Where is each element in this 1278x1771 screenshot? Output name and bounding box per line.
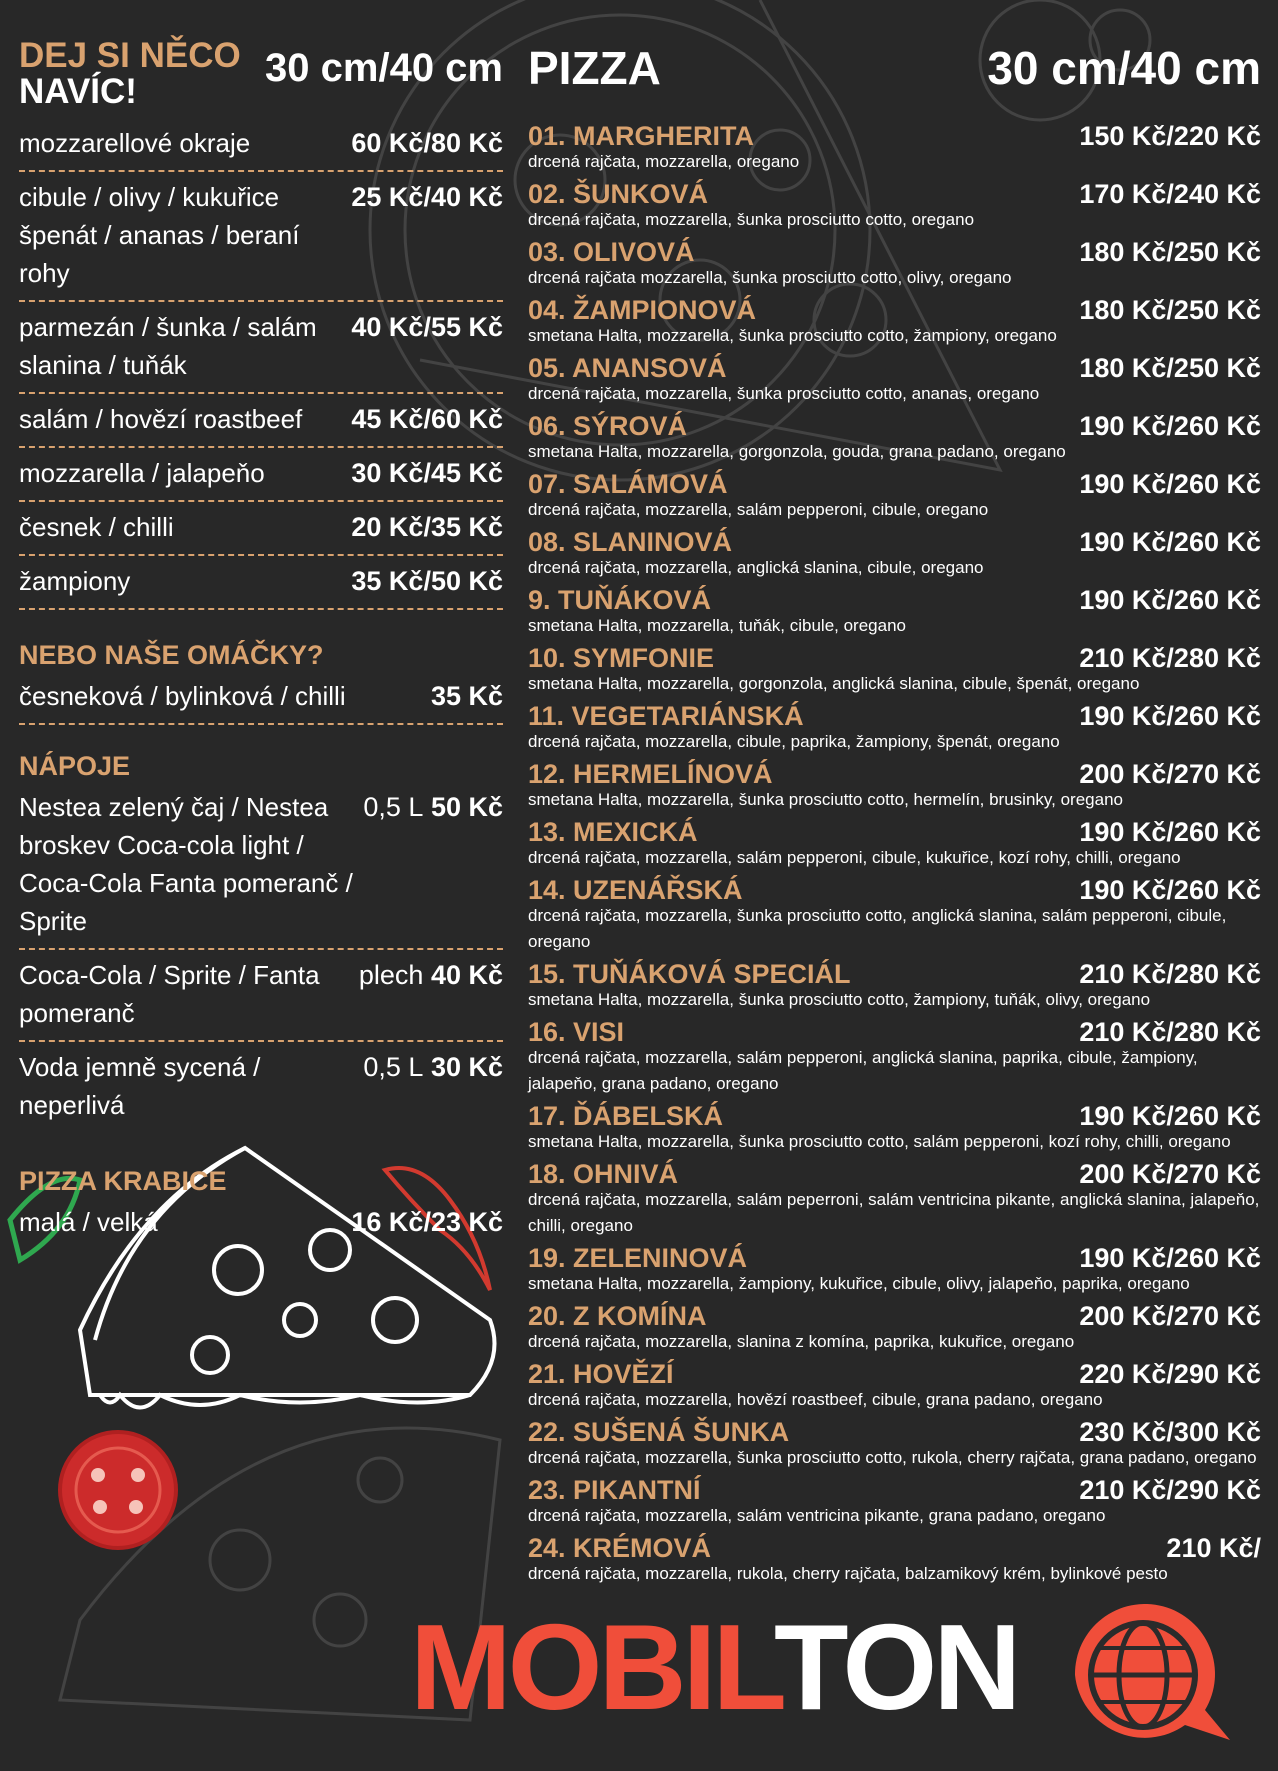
pizza-item-price: 220 Kč/290 Kč: [1079, 1359, 1261, 1389]
pizza-item-name: 21. HOVĚZÍ: [528, 1359, 674, 1389]
pizza-item: [528, 1358, 1261, 1413]
pizza-item-description: drcená rajčata, mozzarella, cibule, paprika, žampiony, špenát, oregano: [528, 732, 1060, 751]
pizza-item-name: 08. SLANINOVÁ: [528, 527, 733, 557]
pizza-item-name: 11. VEGETARIÁNSKÁ: [528, 701, 804, 731]
pizza-item-price: 190 Kč/260 Kč: [1079, 527, 1261, 557]
drinks-row-amount: 30 Kč: [430, 1052, 503, 1082]
extras-heading-line1: DEJ SI NĚCO: [19, 36, 241, 75]
pizza-item-description: drcená rajčata, mozzarella, šunka prosciutto cotto, oregano: [528, 210, 975, 229]
drinks-row: [19, 782, 503, 950]
pizza-item-name: 20. Z KOMÍNA: [528, 1301, 707, 1331]
extras-row-price: 45 Kč/60 Kč: [351, 404, 503, 434]
watermark-part2: TON: [774, 1599, 1018, 1735]
pizza-item-description: drcená rajčata, mozzarella, rukola, cherry rajčata, balzamikový krém, bylinkové pesto: [528, 1564, 1168, 1583]
extras-row: [19, 448, 503, 502]
right-column: [528, 40, 1261, 1590]
pizza-item-description: drcená rajčata, mozzarella, šunka prosciutto cotto, ananas, oregano: [528, 384, 1040, 403]
box-row-name: malá / velká: [19, 1207, 158, 1237]
drinks-row-name: Nestea zelený čaj / Nestea broskev Coca-cola light / Coca-Cola Fanta pomeranč / Sprite: [19, 792, 353, 936]
extras-row: [19, 502, 503, 556]
pizza-item-price: 180 Kč/250 Kč: [1079, 237, 1261, 267]
pizza-item-price: 200 Kč/270 Kč: [1079, 1159, 1261, 1189]
pizza-item: [528, 1532, 1261, 1587]
pizza-item-price: 180 Kč/250 Kč: [1079, 353, 1261, 383]
pizza-item-description: drcená rajčata, mozzarella, salám pepperoni, cibule, kukuřice, kozí rohy, chilli, oregano: [528, 848, 1181, 867]
mobilton-watermark: [410, 1598, 1260, 1748]
pizza-item-price: 150 Kč/220 Kč: [1079, 121, 1261, 151]
pizza-item-description: drcená rajčata, mozzarella, šunka prosciutto cotto, rukola, cherry rajčata, grana padano, oregano: [528, 1448, 1257, 1467]
pizza-item-price: 190 Kč/260 Kč: [1079, 817, 1261, 847]
drinks-row-name: Coca-Cola / Sprite / Fanta pomeranč: [19, 960, 320, 1028]
pizza-item: [528, 1016, 1261, 1097]
drinks-heading: NÁPOJE: [19, 751, 131, 781]
pizza-item-name: 23. PIKANTNÍ: [528, 1475, 701, 1505]
pizza-item-price: 200 Kč/270 Kč: [1079, 1301, 1261, 1331]
extras-row: [19, 556, 503, 610]
pizza-item-name: 12. HERMELÍNOVÁ: [528, 759, 773, 789]
sauces-row-price: 35 Kč: [430, 681, 503, 711]
pizza-item-description: drcená rajčata, mozzarella, salám pepperoni, cibule, oregano: [528, 500, 989, 519]
pizza-item-description: smetana Halta, mozzarella, šunka prosciutto cotto, hermelín, brusinky, oregano: [528, 790, 1123, 809]
pizza-item-description: drcená rajčata mozzarella, šunka prosciutto cotto, olivy, oregano: [528, 268, 1012, 287]
pizza-item-name: 18. OHNIVÁ: [528, 1159, 679, 1189]
box-row: [19, 1197, 503, 1249]
extras-row-name: česnek / chilli: [19, 512, 174, 542]
extras-row-name: salám / hovězí roastbeef: [19, 404, 303, 434]
drinks-row: [19, 1042, 503, 1132]
pizza-item-name: 07. SALÁMOVÁ: [528, 469, 728, 499]
pizza-item-description: drcená rajčata, mozzarella, salám pepperoni, anglická slanina, paprika, cibule, žampiony, jalapeňo, grana padano, oregano: [528, 1048, 1198, 1093]
pizza-item-name: 16. VISI: [528, 1017, 625, 1047]
left-column: [19, 38, 503, 1249]
pizza-item-price: 190 Kč/260 Kč: [1079, 411, 1261, 441]
pizza-item: [528, 1100, 1261, 1155]
extras-row-name: parmezán / šunka / salám slanina / tuňák: [19, 312, 317, 380]
pizza-item-name: 19. ZELENINOVÁ: [528, 1243, 748, 1273]
sauces-row-name: česneková / bylinková / chilli: [19, 681, 346, 711]
extras-row-name: mozzarella / jalapeňo: [19, 458, 265, 488]
extras-list: [19, 118, 503, 610]
pizza-item-description: drcená rajčata, mozzarella, salám peperroni, salám ventricina pikante, anglická slanina, jalapeňo, chilli, oregano: [528, 1190, 1260, 1235]
pizza-item: [528, 874, 1261, 955]
extras-row-price: 30 Kč/45 Kč: [351, 458, 503, 488]
extras-row-price: 20 Kč/35 Kč: [351, 512, 503, 542]
pizza-item-price: 230 Kč/300 Kč: [1079, 1417, 1261, 1447]
pizza-item-price: 190 Kč/260 Kč: [1079, 701, 1261, 731]
pizza-item-description: drcená rajčata, mozzarella, anglická slanina, cibule, oregano: [528, 558, 984, 577]
box-row-price: 16 Kč/23 Kč: [351, 1207, 503, 1237]
drinks-row: [19, 950, 503, 1042]
pizza-item-price: 210 Kč/290 Kč: [1079, 1475, 1261, 1505]
pizza-item-description: smetana Halta, mozzarella, gorgonzola, gouda, grana padano, oregano: [528, 442, 1066, 461]
extras-header: [19, 38, 503, 110]
sauces-row: [19, 671, 503, 725]
pizza-item-name: 03. OLIVOVÁ: [528, 237, 695, 267]
pizza-item-description: drcená rajčata, mozzarella, hovězí roastbeef, cibule, grana padano, oregano: [528, 1390, 1103, 1409]
extras-row-price: 40 Kč/55 Kč: [351, 312, 503, 342]
pizza-item-price: 190 Kč/260 Kč: [1079, 585, 1261, 615]
pizza-item: [528, 120, 1261, 175]
pizza-item-price: 190 Kč/260 Kč: [1079, 1101, 1261, 1131]
pizza-item-name: 22. SUŠENÁ ŠUNKA: [528, 1417, 790, 1447]
pizza-item: [528, 178, 1261, 233]
watermark-part1: MOBIL: [410, 1599, 774, 1735]
drinks-row-amount: 40 Kč: [430, 960, 503, 990]
pizza-item: [528, 1242, 1261, 1297]
pizza-header: [528, 40, 1261, 120]
pizza-item: [528, 816, 1261, 871]
sauces-heading: NEBO NAŠE OMÁČKY?: [19, 640, 324, 670]
extras-row-price: 25 Kč/40 Kč: [351, 182, 503, 212]
drinks-row-amount: 50 Kč: [430, 792, 503, 822]
extras-row-price: 35 Kč/50 Kč: [351, 566, 503, 596]
drinks-row-price: [363, 1048, 503, 1086]
pizza-item-description: smetana Halta, mozzarella, šunka prosciutto cotto, žampiony, oregano: [528, 326, 1057, 345]
pizza-item-price: 210 Kč/: [1166, 1533, 1261, 1563]
box-heading: PIZZA KRABICE: [19, 1166, 227, 1196]
pizza-item: [528, 1300, 1261, 1355]
pizza-item-name: 10. SYMFONIE: [528, 643, 715, 673]
extras-row: [19, 394, 503, 448]
pizza-item-description: smetana Halta, mozzarella, šunka prosciutto cotto, žampiony, tuňák, olivy, oregano: [528, 990, 1151, 1009]
pizza-item-description: drcená rajčata, mozzarella, oregano: [528, 152, 800, 171]
pizza-item: [528, 1474, 1261, 1529]
pizza-item-name: 15. TUŇÁKOVÁ SPECIÁL: [528, 959, 851, 989]
pizza-item-description: smetana Halta, mozzarella, žampiony, kukuřice, cibule, olivy, jalapeňo, paprika, oregano: [528, 1274, 1190, 1293]
drinks-row-name: Voda jemně sycená / neperlivá: [19, 1052, 261, 1120]
drinks-row-price: [363, 788, 503, 826]
globe-speech-icon: [1055, 1600, 1255, 1750]
pizza-item-description: drcená rajčata, mozzarella, šunka prosciutto cotto, anglická slanina, salám pepperoni, cibule, oregano: [528, 906, 1227, 951]
pizza-item-name: 02. ŠUNKOVÁ: [528, 179, 709, 209]
pizza-item-name: 9. TUŇÁKOVÁ: [528, 585, 712, 615]
pizza-item: [528, 468, 1261, 523]
pizza-item: [528, 410, 1261, 465]
pizza-item: [528, 1416, 1261, 1471]
pizza-item-name: 01. MARGHERITA: [528, 121, 755, 151]
drinks-row-price: [359, 956, 503, 994]
watermark-text: [410, 1599, 1018, 1735]
pizza-item-price: 190 Kč/260 Kč: [1079, 469, 1261, 499]
drinks-row-unit: 0,5 L: [363, 792, 424, 822]
extras-row: [19, 118, 503, 172]
pizza-item-price: 170 Kč/240 Kč: [1079, 179, 1261, 209]
pizza-item: [528, 758, 1261, 813]
drinks-row-unit: plech: [358, 960, 424, 990]
pizza-size-label: 30 cm/40 cm: [987, 42, 1261, 94]
pizza-title: PIZZA: [528, 42, 661, 94]
pizza-item: [528, 526, 1261, 581]
extras-row-name: žampiony: [19, 566, 131, 596]
pizza-item-name: 06. SÝROVÁ: [528, 411, 688, 441]
pizza-item-description: smetana Halta, mozzarella, šunka prosciutto cotto, salám pepperoni, kozí rohy, chilli, oregano: [528, 1132, 1231, 1151]
extras-row: [19, 302, 503, 394]
pizza-item: [528, 352, 1261, 407]
pizza-item-name: 17. ĎÁBELSKÁ: [528, 1101, 724, 1131]
pizza-item-name: 24. KRÉMOVÁ: [528, 1533, 712, 1563]
pizza-item: [528, 236, 1261, 291]
pizza-item-price: 210 Kč/280 Kč: [1079, 959, 1261, 989]
pizza-item: [528, 584, 1261, 639]
pizza-item-name: 04. ŽAMPIONOVÁ: [528, 295, 757, 325]
extras-heading-line2: NAVÍC!: [19, 72, 137, 111]
pizza-item-description: smetana Halta, mozzarella, gorgonzola, anglická slanina, cibule, špenát, oregano: [528, 674, 1140, 693]
pizza-item-price: 210 Kč/280 Kč: [1079, 1017, 1261, 1047]
pizza-item-price: 210 Kč/280 Kč: [1079, 643, 1261, 673]
extras-row: [19, 172, 503, 302]
pizza-item: [528, 958, 1261, 1013]
pizza-item-price: 190 Kč/260 Kč: [1079, 875, 1261, 905]
pizza-item-name: 05. ANANSOVÁ: [528, 353, 727, 383]
pizza-item-description: drcená rajčata, mozzarella, slanina z komína, paprika, kukuřice, oregano: [528, 1332, 1075, 1351]
pizza-item-name: 14. UZENÁŘSKÁ: [528, 875, 743, 905]
tomato-illustration: [60, 1432, 176, 1548]
pizza-item-price: 200 Kč/270 Kč: [1079, 759, 1261, 789]
pizza-item: [528, 700, 1261, 755]
drinks-row-unit: 0,5 L: [363, 1052, 424, 1082]
extras-row-price: 60 Kč/80 Kč: [351, 128, 503, 158]
pizza-list: [528, 120, 1261, 1587]
pizza-item-description: smetana Halta, mozzarella, tuňák, cibule, oregano: [528, 616, 906, 635]
extras-row-name: cibule / olivy / kukuřice špenát / ananas / beraní rohy: [19, 182, 300, 288]
pizza-item: [528, 642, 1261, 697]
pizza-item-price: 180 Kč/250 Kč: [1079, 295, 1261, 325]
extras-row-name: mozzarellové okraje: [19, 128, 251, 158]
pizza-item-price: 190 Kč/260 Kč: [1079, 1243, 1261, 1273]
extras-size-label: 30 cm/40 cm: [265, 46, 503, 90]
pizza-item: [528, 294, 1261, 349]
pizza-item-description: drcená rajčata, mozzarella, salám ventricina pikante, grana padano, oregano: [528, 1506, 1106, 1525]
pizza-item-name: 13. MEXICKÁ: [528, 817, 698, 847]
pizza-item: [528, 1158, 1261, 1239]
